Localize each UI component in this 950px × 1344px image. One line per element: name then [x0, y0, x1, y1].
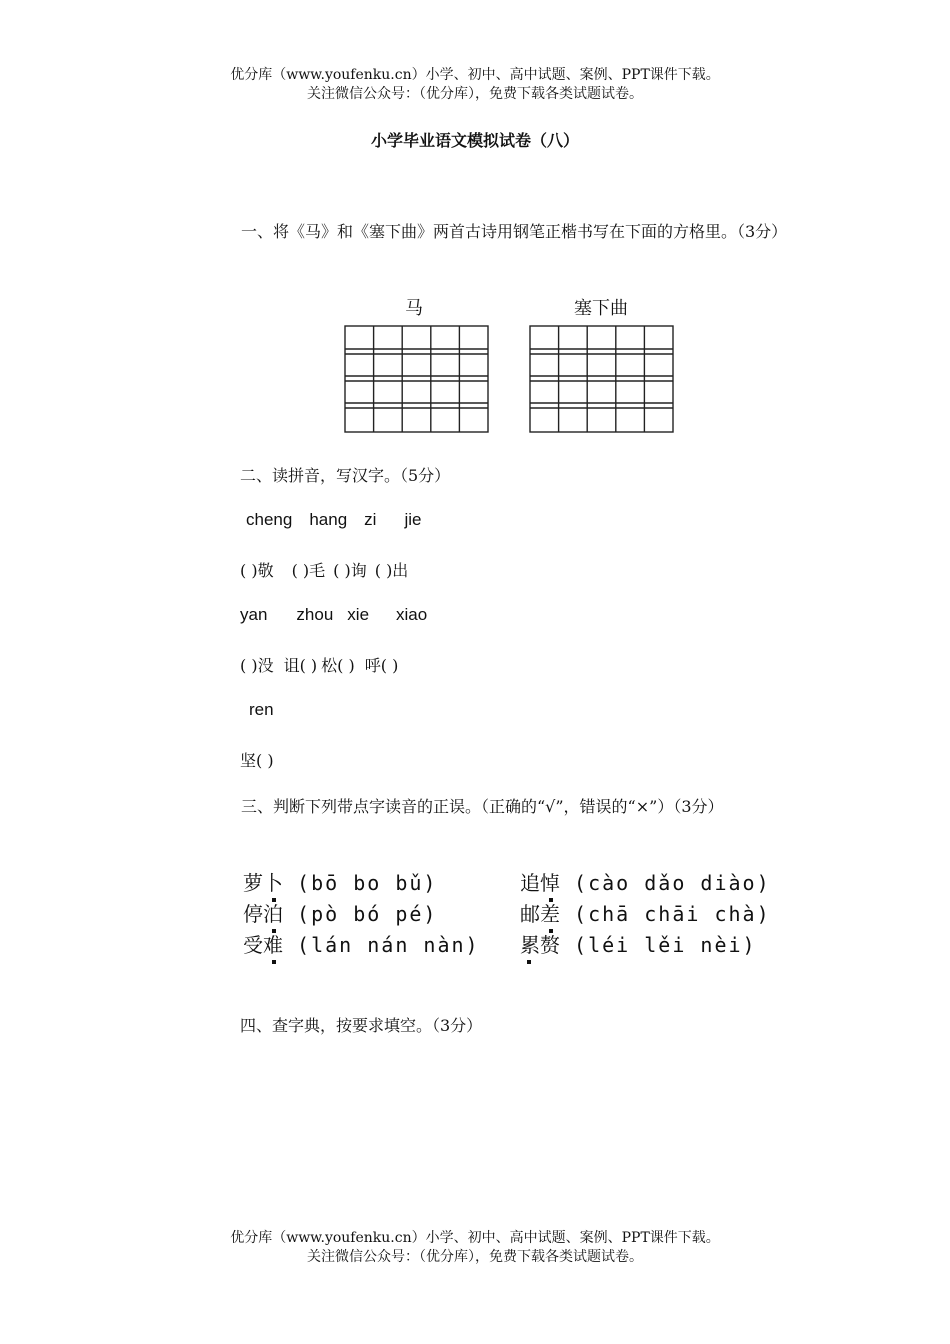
question-3-text: 三、判断下列带点字读音的正误。（正确的“√”，错误的“×”）（3分） [241, 797, 724, 816]
fill-blank[interactable]: 坚( ) [240, 751, 274, 770]
fill-blank[interactable]: ( )出 [374, 561, 409, 580]
question-2-text: 二、读拼音，写汉字。（5分） [240, 466, 451, 485]
pinyin: zi [364, 510, 377, 529]
fill-blank[interactable]: ( )没 [240, 656, 274, 675]
pinyin: cheng [246, 510, 293, 529]
judge-options: (bō bo bǔ) [297, 871, 438, 895]
judge-word: 累赘 [520, 929, 560, 958]
fill-row-2 [240, 653, 398, 676]
page-title: 小学毕业语文模拟试卷（八） [370, 131, 579, 150]
grid-left-title: 马 [405, 298, 423, 319]
emphasis-dot [272, 960, 276, 964]
pinyin: ren [249, 700, 274, 719]
judge-options: (cào dǎo diào) [574, 871, 771, 895]
pinyin: xiao [396, 605, 428, 624]
judge-options: (chā chāi chà) [574, 902, 771, 926]
judge-word: 受难 [243, 929, 283, 958]
header-line-2: 关注微信公众号：（优分库），免费下载各类试题试卷。 [307, 86, 643, 102]
pinyin-row-1 [240, 510, 421, 530]
grid-right-title: 塞下曲 [574, 298, 628, 319]
judge-word: 萝卜 [243, 867, 283, 896]
judge-item [243, 867, 437, 896]
pinyin: xie [347, 605, 370, 624]
question-4-text: 四、查字典，按要求填空。（3分） [240, 1016, 483, 1035]
judge-item [520, 898, 771, 927]
pinyin: hang [309, 510, 348, 529]
page-header [0, 66, 950, 104]
judge-options: (léi lěi nèi) [574, 933, 757, 957]
judge-item [520, 867, 771, 896]
judge-word: 停泊 [243, 898, 283, 927]
pinyin-row-2 [240, 605, 427, 625]
fill-blank[interactable]: ( )毛 [291, 561, 326, 580]
fill-row-1 [240, 558, 408, 581]
pinyin-row-3 [240, 700, 274, 720]
pinyin: yan [240, 605, 268, 624]
fill-blank[interactable]: ( )敬 [240, 561, 274, 580]
judge-word: 邮差 [520, 898, 560, 927]
fill-blank[interactable]: 诅( ) [283, 656, 318, 675]
fill-blank[interactable]: 呼( ) [364, 656, 399, 675]
fill-blank[interactable]: ( )询 [333, 561, 367, 580]
judge-item [243, 929, 480, 958]
footer-line-1: 优分库（www.youfenku.cn）小学、初中、高中试题、案例、PPT课件下载。 [230, 1230, 720, 1246]
judge-options: (lán nán nàn) [297, 933, 480, 957]
judge-options: (pò bó pé) [297, 902, 438, 926]
footer-line-2: 关注微信公众号：（优分库），免费下载各类试题试卷。 [307, 1249, 643, 1265]
pinyin: jie [404, 510, 422, 529]
pinyin: zhou [296, 605, 334, 624]
judge-item [520, 929, 757, 958]
judge-item [243, 898, 437, 927]
header-line-1: 优分库（www.youfenku.cn）小学、初中、高中试题、案例、PPT课件下载。 [230, 67, 720, 83]
writing-grid-left[interactable] [344, 325, 490, 435]
fill-blank[interactable]: 松( ) [321, 656, 355, 675]
writing-grid-right[interactable] [529, 325, 675, 435]
fill-row-3 [240, 748, 274, 771]
question-1-text: 一、将《马》和《塞下曲》两首古诗用钢笔正楷书写在下面的方格里。（3分） [241, 222, 788, 241]
judge-word: 追悼 [520, 867, 560, 896]
page-footer [0, 1229, 950, 1267]
emphasis-dot [527, 960, 531, 964]
